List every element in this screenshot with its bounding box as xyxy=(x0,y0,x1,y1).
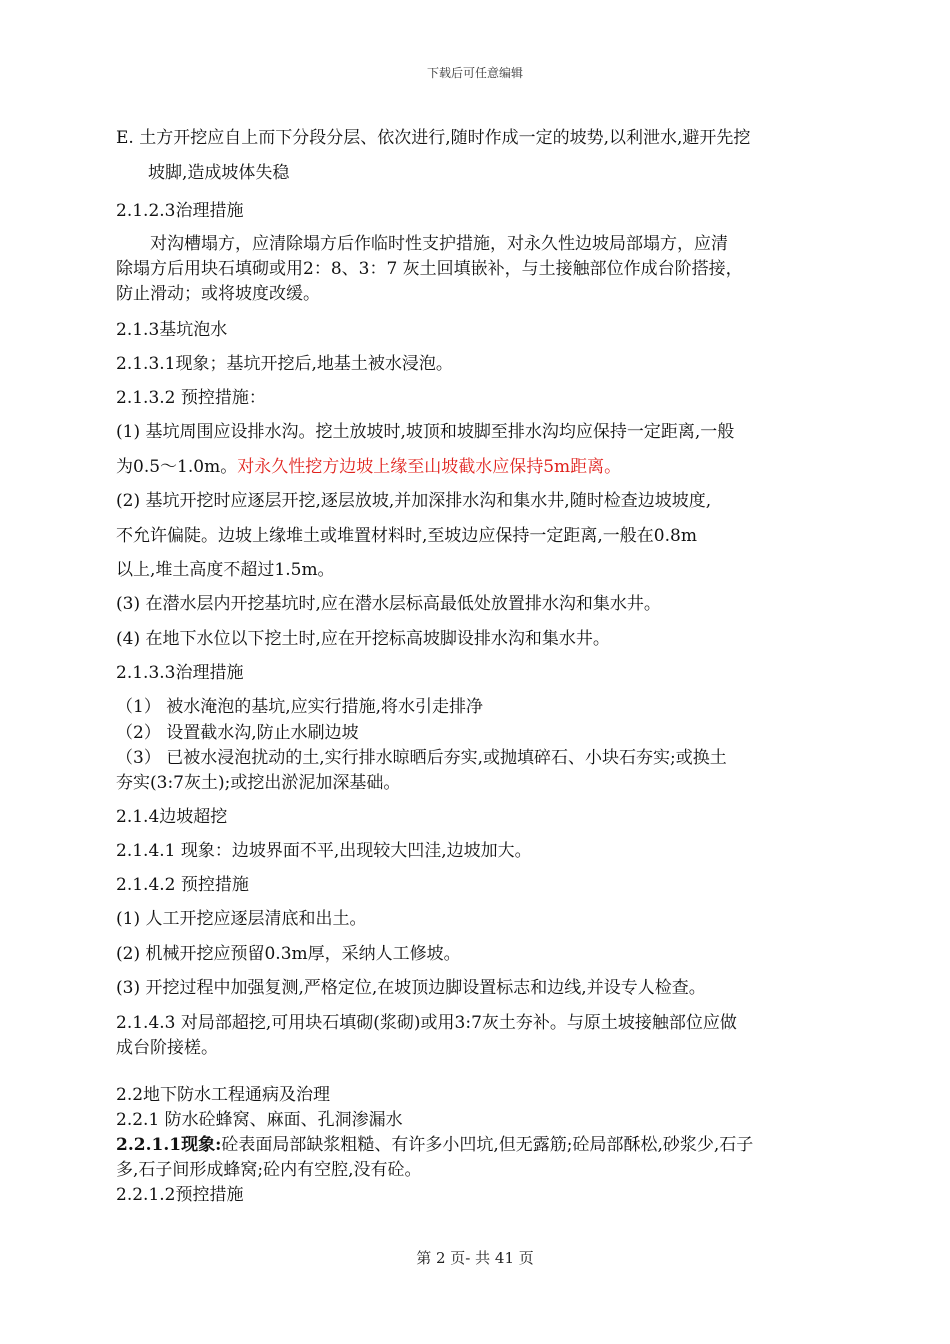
text-line: 夯实(3:7灰土);或挖出淤泥加深基础。 xyxy=(116,773,401,793)
text-line: (2) 机械开挖应预留0.3m厚，采纳人工修坡。 xyxy=(116,944,461,964)
text-line: (1) 人工开挖应逐层清底和出土。 xyxy=(116,909,367,929)
section-heading: 2.2.1.2预控措施 xyxy=(116,1185,244,1205)
text-segment: 为0.5～1.0m。 xyxy=(116,457,238,477)
section-heading: 2.1.2.3治理措施 xyxy=(116,201,244,221)
text-line: 多,石子间形成蜂窝;砼内有空腔,没有砼。 xyxy=(116,1160,422,1180)
text-line xyxy=(116,456,621,478)
page-footer: 第 2 页- 共 41 页 xyxy=(416,1249,534,1267)
text-line: （1） 被水淹泡的基坑,应实行措施,将水引走排净 xyxy=(116,697,484,717)
text-line: 2.1.4.3 对局部超挖,可用块石填砌(浆砌)或用3:7灰土夯补。与原土坡接触部位应做 xyxy=(116,1013,737,1033)
highlighted-text: 对永久性挖方边坡上缘至山坡截水应保持5m距离。 xyxy=(237,457,622,477)
text-line: （2） 设置截水沟,防止水刷边坡 xyxy=(116,723,359,743)
text-line: (3) 开挖过程中加强复测,严格定位,在坡顶边脚设置标志和边线,并设专人检查。 xyxy=(116,978,706,998)
text-line: 对沟槽塌方，应清除塌方后作临时性支护措施，对永久性边坡局部塌方，应清 xyxy=(150,234,728,254)
text-line: 2.1.4.1 现象：边坡界面不平,出现较大凹洼,边坡加大。 xyxy=(116,841,532,861)
text-line: （3） 已被水浸泡扰动的土,实行排水晾晒后夯实,或抛填碎石、小块石夯实;或换土 xyxy=(116,748,727,768)
section-heading: 2.1.3基坑泡水 xyxy=(116,320,228,340)
text-line: (2) 基坑开挖时应逐层开挖,逐层放坡,并加深排水沟和集水井,随时检查边坡坡度, xyxy=(116,491,712,511)
section-heading: 2.1.4.2 预控措施 xyxy=(116,875,249,895)
bold-heading: 2.2.1.1现象: xyxy=(116,1135,222,1155)
text-line: 成台阶接槎。 xyxy=(116,1038,218,1058)
text-line: 防止滑动；或将坡度改缓。 xyxy=(116,284,320,304)
text-line: (3) 在潜水层内开挖基坑时,应在潜水层标高最低处放置排水沟和集水井。 xyxy=(116,594,661,614)
section-heading: 2.1.3.3治理措施 xyxy=(116,663,244,683)
section-heading: 2.2地下防水工程通病及治理 xyxy=(116,1085,331,1105)
text-line: (1) 基坑周围应设排水沟。挖土放坡时,坡顶和坡脚至排水沟均应保持一定距离,一般 xyxy=(116,422,735,442)
text-segment: 砼表面局部缺浆粗糙、有许多小凹坑,但无露筋;砼局部酥松,砂浆少,石子 xyxy=(221,1135,754,1155)
text-line: 坡脚,造成坡体失稳 xyxy=(148,163,290,183)
text-line: E. 土方开挖应自上而下分段分层、依次进行,随时作成一定的坡势,以利泄水,避开先挖 xyxy=(116,128,751,148)
text-line: 除塌方后用块石填砌或用2：8、3：7 灰土回填嵌补，与土接触部位作成台阶搭接， xyxy=(116,259,743,279)
section-heading: 2.1.4边坡超挖 xyxy=(116,807,228,827)
text-line: 以上,堆土高度不超过1.5m。 xyxy=(116,560,335,580)
section-heading: 2.2.1 防水砼蜂窝、麻面、孔洞渗漏水 xyxy=(116,1110,403,1130)
text-line: 不允许偏陡。边坡上缘堆土或堆置材料时,至坡边应保持一定距离,一般在0.8m xyxy=(116,526,697,546)
text-line: (4) 在地下水位以下挖土时,应在开挖标高坡脚设排水沟和集水井。 xyxy=(116,629,610,649)
text-line: 2.1.3.1现象；基坑开挖后,地基土被水浸泡。 xyxy=(116,354,453,374)
section-heading: 2.1.3.2 预控措施： xyxy=(116,388,266,408)
text-line xyxy=(116,1134,753,1156)
page-header: 下载后可任意编辑 xyxy=(426,66,523,80)
